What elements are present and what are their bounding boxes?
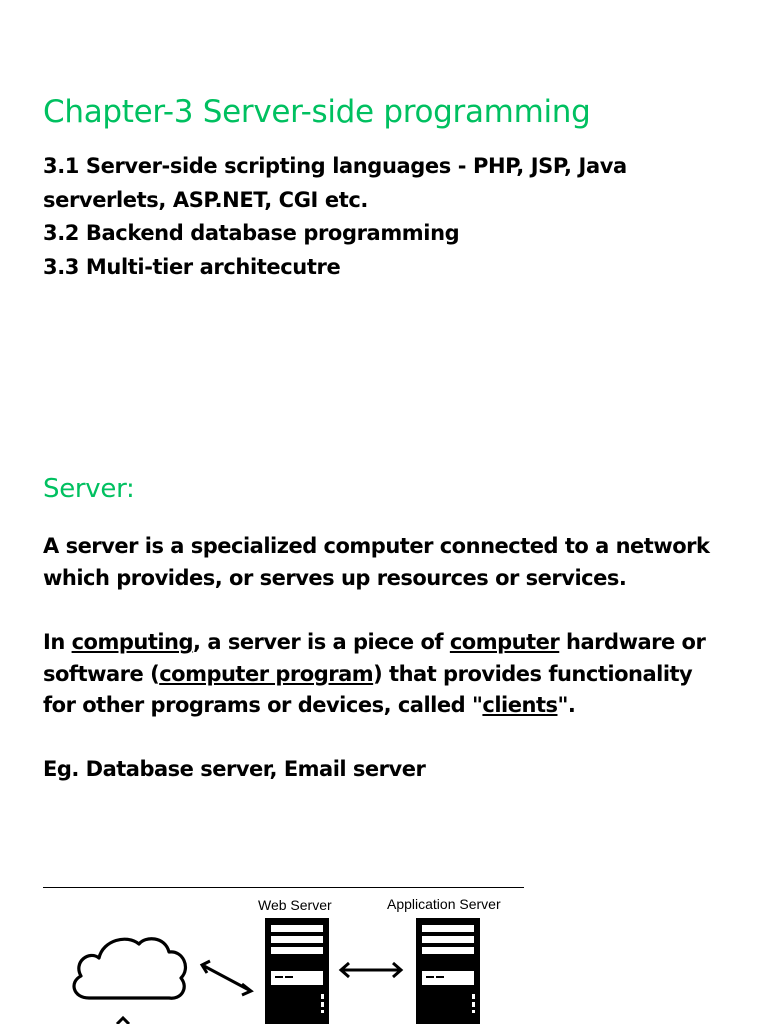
text-span: ) that provides functionality (373, 661, 693, 686)
text-span: In (43, 630, 72, 654)
paragraph-line: A server is a specialized computer connected to a network (43, 534, 710, 558)
server-definition-paragraph (43, 531, 743, 594)
table-of-contents (43, 150, 733, 284)
link-computer[interactable]: computer (449, 630, 560, 654)
cloud-icon (74, 939, 185, 998)
link-clients[interactable]: clients (482, 693, 558, 717)
computing-paragraph (43, 627, 743, 722)
paragraph-line (43, 627, 743, 659)
link-computer-program[interactable]: computer program (159, 661, 374, 686)
architecture-diagram (43, 910, 543, 1024)
divider (43, 887, 524, 888)
toc-line: 3.1 Server-side scripting languages - PHP, JSP, Java (43, 154, 627, 178)
example-paragraph: Eg. Database server, Email server (43, 757, 426, 781)
application-server-label: Application Server (387, 896, 501, 912)
paragraph-line (43, 659, 743, 691)
chapter-title: Chapter-3 Server-side programming (43, 94, 591, 130)
paragraph-line (43, 690, 743, 722)
server-tower-icon (265, 918, 329, 1024)
double-arrow-icon (202, 961, 251, 995)
arrow-tip-icon (117, 1018, 129, 1024)
text-span: , a server is a piece of (193, 630, 450, 654)
text-span: hardware or (559, 630, 706, 654)
web-server-label: Web Server (258, 897, 332, 913)
link-computing[interactable]: computing (71, 630, 194, 654)
paragraph-line: which provides, or serves up resources or services. (43, 565, 627, 590)
toc-line: serverlets, ASP.NET, CGI etc. (43, 187, 368, 212)
toc-line: 3.2 Backend database programming (43, 221, 460, 245)
server-heading: Server: (43, 474, 135, 504)
toc-line: 3.3 Multi-tier architecutre (43, 254, 341, 279)
text-span: ". (557, 693, 576, 717)
server-tower-icon (416, 918, 480, 1024)
text-span: software ( (43, 661, 160, 686)
text-span: for other programs or devices, called " (43, 693, 483, 717)
double-arrow-icon (341, 963, 401, 977)
